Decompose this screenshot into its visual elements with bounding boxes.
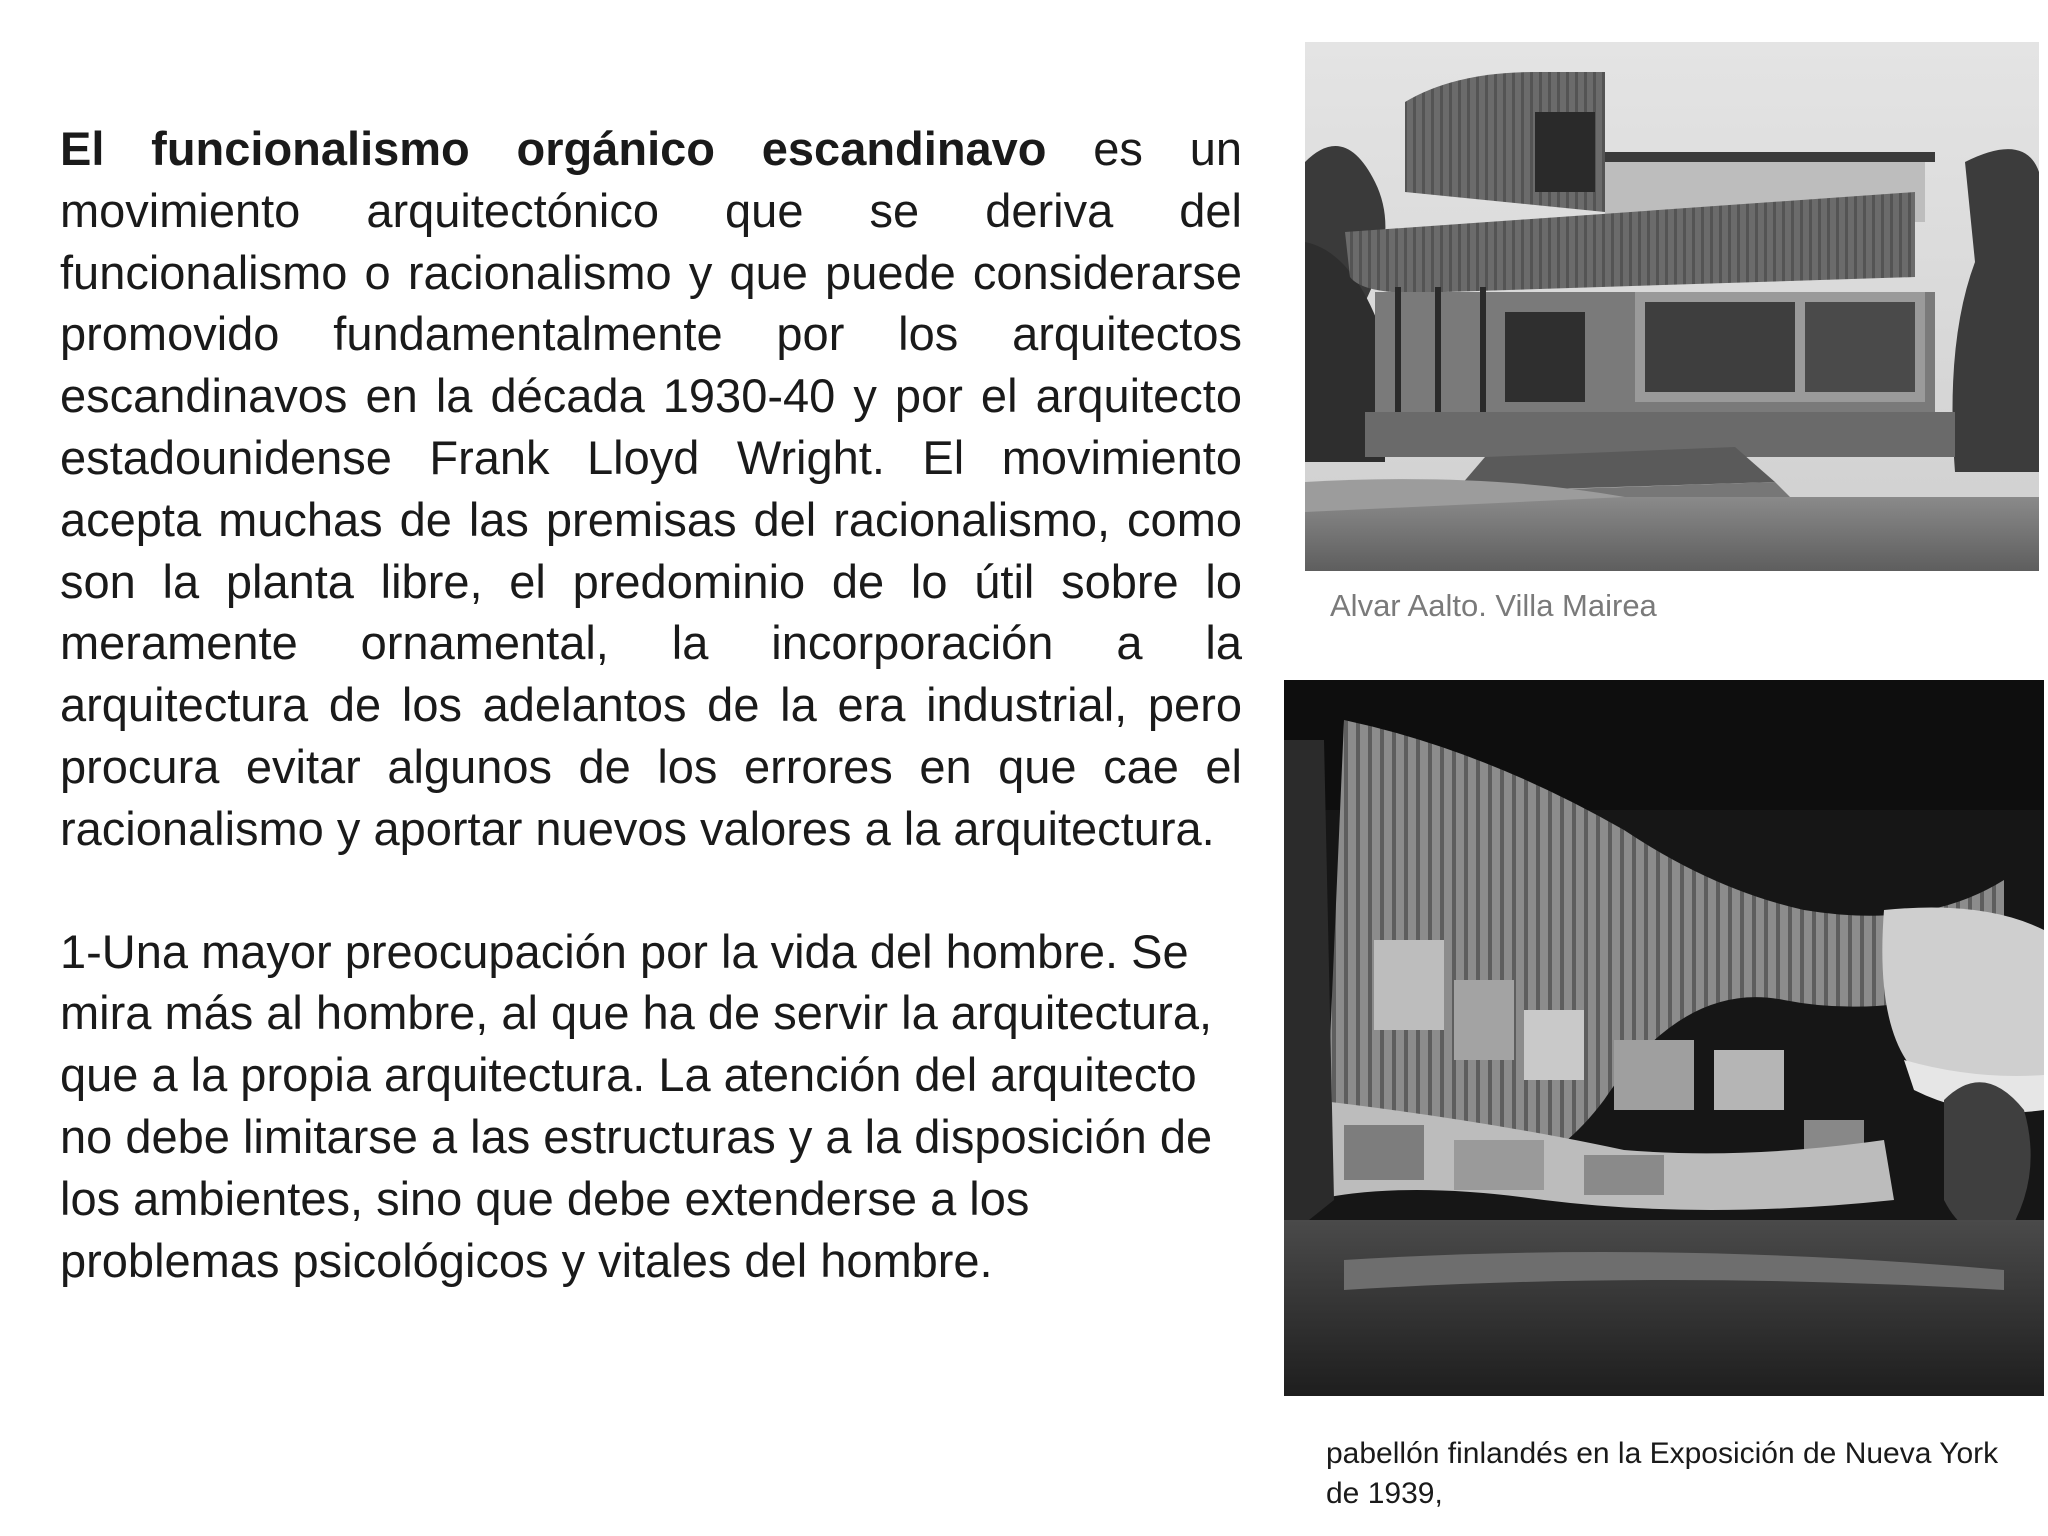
villa-mairea-caption: Alvar Aalto. Villa Mairea	[1330, 588, 1657, 623]
villa-mairea-photo	[1305, 42, 2039, 571]
finnish-pavilion-caption: pabellón finlandés en la Exposición de Nueva York de 1939,	[1326, 1437, 1999, 1510]
point-1-paragraph: 1-Una mayor preocupación por la vida del hombre. Se mira más al hombre, al que ha de servir la arquitectura, que a la propia arquitectura. La atención del arquitecto no debe limitarse a las estructuras y a la disposición de los ambientes, sino que debe extenderse a los problemas psicológicos y vitales del hombre.	[60, 924, 1213, 1287]
intro-paragraph	[60, 118, 1242, 860]
finnish-pavilion-photo	[1284, 680, 2044, 1396]
main-text-column	[60, 118, 1242, 1291]
intro-body: es un movimiento arquitectónico que se deriva del funcionalismo o racionalismo y que puede considerarse promovido fundamentalmente por los arquitectos escandinavos en la década 1930-40 y por el arquitecto estadounidense Frank Lloyd Wright. El movimiento acepta muchas de las premisas del racionalismo, como son la planta libre, el predominio de lo útil sobre lo meramente ornamental, la incorporación a la arquitectura de los adelantos de la era industrial, pero procura evitar algunos de los errores en que cae el racionalismo y aportar nuevos valores a la arquitectura.	[60, 122, 1242, 855]
intro-bold-term: El funcionalismo orgánico escandinavo	[60, 122, 1047, 175]
